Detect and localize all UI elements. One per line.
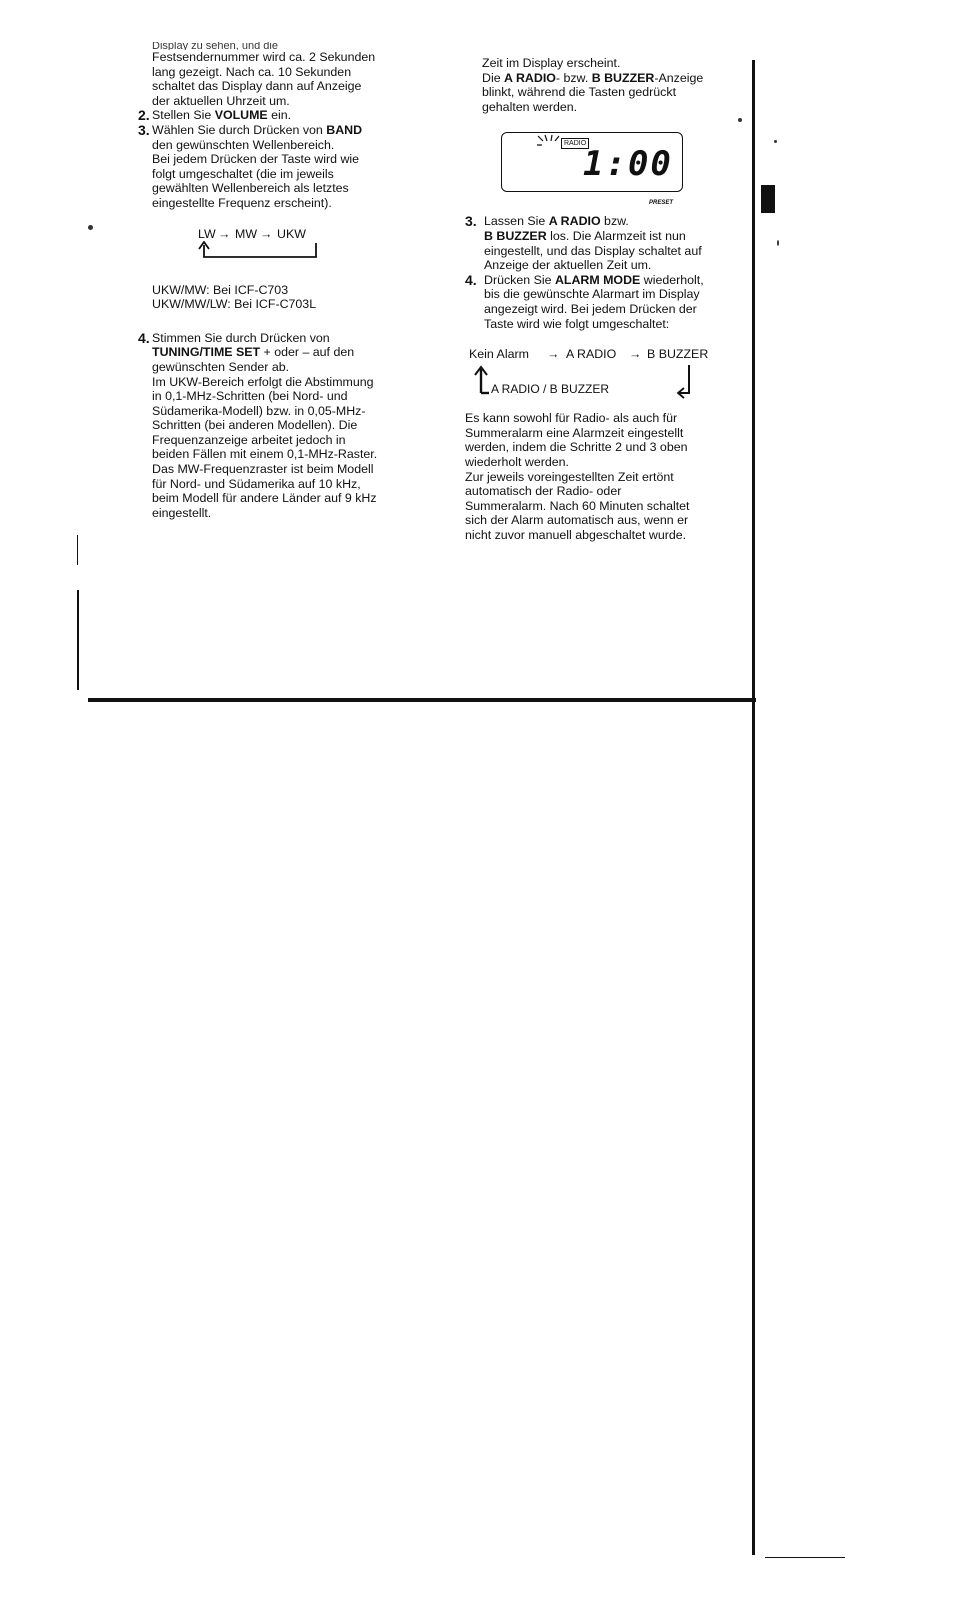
b-buzzer-key: B BUZZER	[591, 70, 655, 85]
closing-line: Es kann sowohl für Radio- als auch für	[465, 411, 678, 426]
closing-line: automatisch der Radio- oder	[465, 484, 622, 499]
a-radio-key: A RADIO	[504, 70, 556, 85]
model-notes	[138, 283, 438, 312]
step-text: los. Die Alarmzeit ist nun	[546, 228, 686, 243]
step-3-line: eingestellte Frequenz erscheint).	[152, 195, 332, 210]
band-ukw: UKW	[277, 226, 306, 241]
blink-text: -Anzeige	[654, 70, 704, 85]
step-3-text: Wählen Sie durch Drücken von	[152, 122, 327, 137]
intro-partial-line: Display zu sehen, und die	[152, 42, 278, 50]
step-4-line: beiden Fällen mit einem 0,1-MHz-Raster.	[152, 447, 378, 462]
right-column	[465, 56, 745, 542]
band-cycle-diagram	[138, 227, 438, 279]
step-2	[138, 108, 438, 123]
return-arrow-icon	[198, 241, 328, 263]
step-number: 4.	[138, 329, 150, 346]
step-line: eingestellt, und das Display schaltet auf	[484, 243, 702, 258]
arrow-right-icon: →	[629, 347, 642, 362]
step-4-line: Südamerika-Modell) bzw. in 0,05-MHz-	[152, 403, 366, 418]
step-3-line: folgt umgeschaltet (die im jeweils	[152, 166, 334, 181]
step-4-right	[465, 273, 745, 331]
intro-line: Festsendernummer wird ca. 2 Sekunden	[152, 50, 376, 64]
a-radio-key: A RADIO	[548, 214, 601, 229]
step-line: Anzeige der aktuellen Zeit um.	[484, 258, 652, 273]
left-column	[138, 42, 438, 520]
step-number: 3.	[138, 121, 150, 138]
intro-line: der aktuellen Uhrzeit um.	[152, 93, 290, 108]
step-3-line: gewählten Wellenbereich als letztes	[152, 181, 349, 196]
step-3	[138, 123, 438, 211]
arrow-right-icon: →	[218, 226, 231, 241]
step-number: 4.	[465, 271, 477, 288]
step-2-text-end: ein.	[267, 108, 292, 123]
closing-line: werden, indem die Schritte 2 und 3 oben	[465, 440, 688, 455]
step-number: 3.	[465, 213, 477, 230]
page-bottom-edge	[88, 698, 756, 702]
radio-indicator: RADIO	[561, 138, 589, 149]
blink-note	[465, 71, 745, 115]
band-key: BAND	[326, 122, 363, 137]
step-4-line: in 0,1-MHz-Schritten (bei Nord- und	[152, 389, 348, 404]
closing-line: Zur jeweils voreingestellten Zeit ertönt	[465, 469, 674, 484]
b-buzzer-key: B BUZZER	[484, 228, 547, 243]
step-number: 2.	[138, 107, 150, 124]
step-4-line: gewünschten Sender ab.	[152, 359, 290, 374]
intro-line: Zeit im Display erscheint.	[482, 56, 621, 70]
alarm-radio-buzzer: A RADIO / B BUZZER	[491, 382, 610, 397]
margin-dot	[774, 140, 777, 143]
step-3-right	[465, 214, 745, 272]
step-2-text: Stellen Sie	[152, 108, 215, 123]
step-3-line: den gewünschten Wellenbereich.	[152, 137, 335, 152]
blink-line: blinkt, während die Tasten gedrückt	[482, 85, 677, 100]
black-margin-tab	[761, 185, 775, 213]
page-right-edge	[752, 60, 755, 1555]
step-text: bzw.	[600, 214, 629, 229]
alarm-radio: A RADIO	[566, 347, 617, 362]
model-note: UKW/MW: Bei ICF-C703	[152, 282, 289, 297]
arrow-right-icon: →	[260, 226, 273, 241]
lcd-time: 1:00	[583, 144, 673, 185]
tuning-time-set-key: TUNING/TIME SET	[152, 345, 261, 360]
closing-line: sich der Alarm automatisch aus, wenn er	[465, 513, 689, 528]
step-4-text: + oder – auf den	[260, 345, 355, 360]
intro-line: schaltet das Display dann auf Anzeige	[152, 79, 362, 94]
step-line: angezeigt wird. Bei jedem Drücken der	[484, 301, 697, 316]
model-note: UKW/MW/LW: Bei ICF-C703L	[152, 297, 317, 312]
step-4-line: eingestellt.	[152, 505, 212, 520]
step-4-line: für Nord- und Südamerika auf 10 kHz,	[152, 476, 361, 491]
blink-text: - bzw.	[555, 70, 592, 85]
preset-label: PRESET	[649, 200, 674, 207]
margin-tick	[765, 1557, 845, 1558]
closing-line: nicht zuvor manuell abgeschaltet wurde.	[465, 527, 687, 542]
closing-text	[465, 411, 745, 542]
blink-text: Die	[482, 70, 505, 85]
alarm-cycle-diagram	[465, 347, 745, 405]
band-lw: LW	[198, 226, 216, 241]
step-text: Drücken Sie	[484, 272, 555, 287]
step-4-line: Schritten (bei anderen Modellen). Die	[152, 418, 358, 433]
margin-dot	[88, 225, 93, 230]
step-4-line: Das MW-Frequenzraster ist beim Modell	[152, 462, 374, 477]
step-text: Lassen Sie	[484, 214, 549, 229]
step-4-line: Stimmen Sie durch Drücken von	[152, 330, 330, 345]
alarm-mode-key: ALARM MODE	[554, 272, 641, 287]
alarm-none: Kein Alarm	[469, 347, 529, 362]
page-left-edge-mark-upper	[77, 535, 78, 565]
volume-key: VOLUME	[214, 108, 268, 123]
step-line: bis die gewünschte Alarmart im Display	[484, 287, 700, 302]
step-line: Taste wird wie folgt umgeschaltet:	[484, 316, 670, 331]
band-mw: MW	[235, 226, 258, 241]
step-4	[138, 331, 438, 521]
margin-dot	[777, 240, 779, 246]
closing-line: wiederholt werden.	[465, 454, 570, 469]
intro-text	[138, 50, 438, 108]
intro-line: lang gezeigt. Nach ca. 10 Sekunden	[152, 64, 352, 79]
step-4-line: Frequenzanzeige arbeitet jedoch in	[152, 432, 346, 447]
arrow-right-icon: →	[547, 347, 560, 362]
lcd-display-illustration	[465, 130, 745, 214]
step-text: wiederholt,	[640, 272, 704, 287]
step-4-line: Im UKW-Bereich erfolgt die Abstimmung	[152, 374, 374, 389]
blink-line: gehalten werden.	[482, 99, 578, 114]
page-left-edge-mark	[77, 590, 79, 690]
step-3-line: Bei jedem Drücken der Taste wird wie	[152, 152, 360, 167]
closing-line: Summeralarm. Nach 60 Minuten schaltet	[465, 498, 690, 513]
alarm-buzzer: B BUZZER	[647, 347, 709, 362]
closing-line: Summeralarm eine Alarmzeit eingestellt	[465, 425, 684, 440]
step-4-line: beim Modell für andere Länder auf 9 kHz	[152, 491, 377, 506]
